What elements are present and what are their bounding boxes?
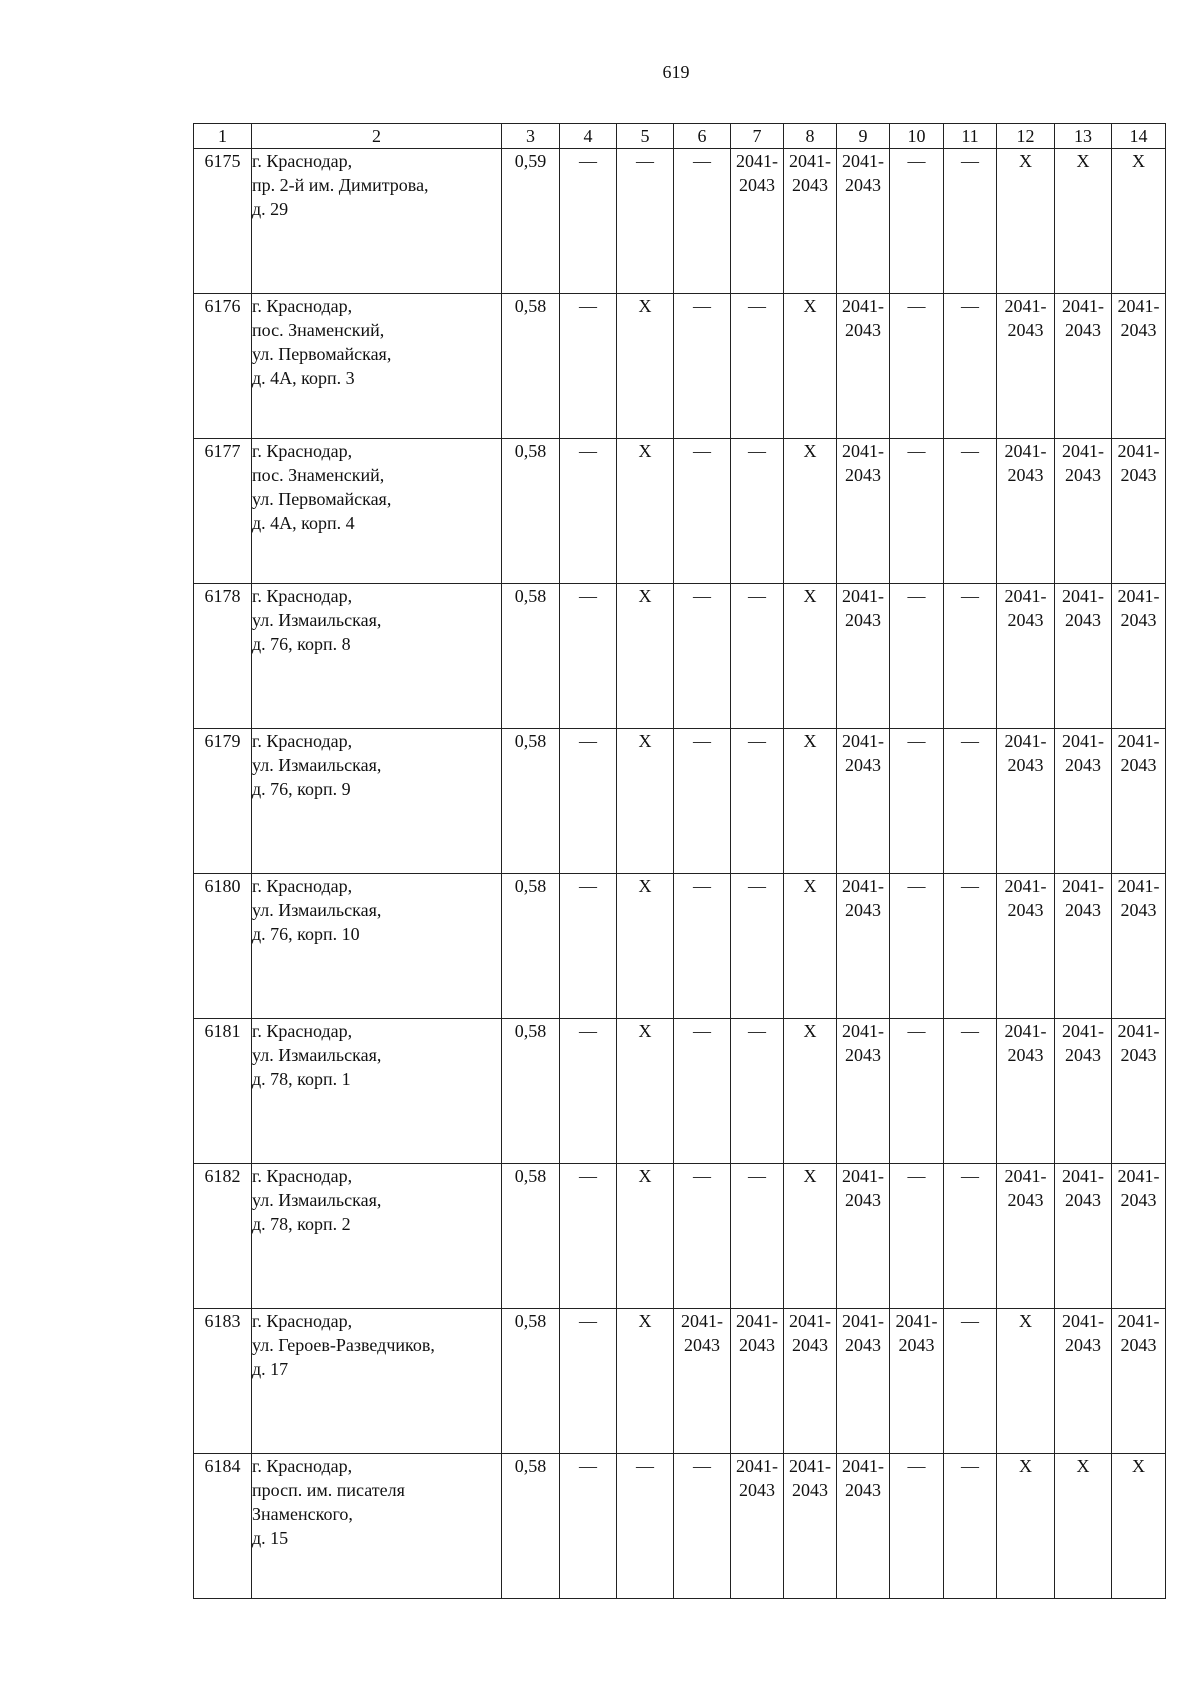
value-cell bbox=[837, 1454, 890, 1599]
value-cell bbox=[1112, 584, 1166, 729]
value-cell: X bbox=[997, 1454, 1055, 1599]
address-line: ул. Измаильская, bbox=[252, 900, 382, 920]
year-range-line: 2041- bbox=[842, 586, 884, 606]
year-range-line: 2043 bbox=[1120, 610, 1157, 630]
value-cell bbox=[837, 1164, 890, 1309]
value-cell: — bbox=[731, 1164, 784, 1309]
address-line: ул. Измаильская, bbox=[252, 1190, 382, 1210]
year-range-line: 2041- bbox=[1117, 876, 1160, 896]
year-range-line: 2041- bbox=[1004, 1166, 1047, 1186]
address-cell bbox=[252, 439, 502, 584]
address-line: г. Краснодар, bbox=[252, 586, 353, 606]
value-cell: — bbox=[617, 149, 674, 294]
year-range-line: 2041- bbox=[1117, 441, 1160, 461]
value-cell bbox=[674, 1309, 731, 1454]
year-range-line: 2043 bbox=[1007, 465, 1044, 485]
year-range-line: 2041- bbox=[1062, 296, 1104, 316]
table-row bbox=[194, 439, 1166, 584]
year-range-line: 2041- bbox=[842, 876, 884, 896]
address-line: г. Краснодар, bbox=[252, 296, 353, 316]
year-range-line: 2043 bbox=[845, 900, 881, 920]
column-header: 12 bbox=[997, 124, 1055, 149]
value-cell: — bbox=[731, 874, 784, 1019]
address-line: д. 29 bbox=[252, 199, 289, 219]
address-line: ул. Первомайская, bbox=[252, 489, 392, 509]
column-header: 4 bbox=[560, 124, 617, 149]
year-range-line: 2041- bbox=[842, 731, 884, 751]
value-cell bbox=[837, 729, 890, 874]
column-header: 14 bbox=[1112, 124, 1166, 149]
year-range-line: 2041- bbox=[789, 1456, 831, 1476]
value-cell: X bbox=[617, 294, 674, 439]
year-range-line: 2041- bbox=[842, 296, 884, 316]
value-cell: — bbox=[890, 439, 944, 584]
year-range-line: 2043 bbox=[1007, 900, 1044, 920]
value-cell: — bbox=[560, 149, 617, 294]
year-range-line: 2041- bbox=[895, 1311, 938, 1331]
value-cell: X bbox=[784, 294, 837, 439]
year-range-line: 2043 bbox=[1065, 465, 1101, 485]
year-range-line: 2041- bbox=[1117, 731, 1160, 751]
value-cell bbox=[837, 294, 890, 439]
value-cell: — bbox=[560, 1164, 617, 1309]
value-cell: — bbox=[731, 729, 784, 874]
value-cell bbox=[1055, 1164, 1112, 1309]
year-range-line: 2043 bbox=[1120, 900, 1157, 920]
address-line: просп. им. писателя bbox=[252, 1480, 405, 1500]
value-cell: X bbox=[784, 1164, 837, 1309]
value-cell: 0,59 bbox=[502, 149, 560, 294]
row-number: 6183 bbox=[194, 1309, 252, 1454]
row-number: 6175 bbox=[194, 149, 252, 294]
address-line: г. Краснодар, bbox=[252, 731, 353, 751]
address-cell bbox=[252, 584, 502, 729]
value-cell bbox=[1055, 729, 1112, 874]
value-cell: — bbox=[674, 439, 731, 584]
address-line: ул. Измаильская, bbox=[252, 610, 382, 630]
address-line: д. 76, корп. 9 bbox=[252, 779, 351, 799]
value-cell: — bbox=[560, 584, 617, 729]
column-header: 9 bbox=[837, 124, 890, 149]
year-range-line: 2041- bbox=[789, 1311, 831, 1331]
year-range-line: 2041- bbox=[1004, 731, 1047, 751]
year-range-line: 2043 bbox=[845, 755, 881, 775]
address-line: д. 4А, корп. 3 bbox=[252, 368, 355, 388]
year-range-line: 2041- bbox=[842, 441, 884, 461]
value-cell bbox=[1055, 1019, 1112, 1164]
year-range-line: 2041- bbox=[1004, 1021, 1047, 1041]
value-cell: — bbox=[944, 1309, 997, 1454]
year-range-line: 2043 bbox=[1065, 1045, 1101, 1065]
column-header: 8 bbox=[784, 124, 837, 149]
value-cell: — bbox=[944, 1454, 997, 1599]
year-range-line: 2041- bbox=[842, 1311, 884, 1331]
value-cell: X bbox=[784, 1019, 837, 1164]
row-number: 6177 bbox=[194, 439, 252, 584]
row-number: 6180 bbox=[194, 874, 252, 1019]
table-row bbox=[194, 874, 1166, 1019]
table-row bbox=[194, 149, 1166, 294]
year-range-line: 2043 bbox=[1120, 320, 1157, 340]
value-cell: 0,58 bbox=[502, 294, 560, 439]
value-cell bbox=[997, 294, 1055, 439]
address-cell bbox=[252, 294, 502, 439]
value-cell: X bbox=[784, 729, 837, 874]
year-range-line: 2041- bbox=[1004, 876, 1047, 896]
value-cell: X bbox=[617, 584, 674, 729]
address-line: пос. Знаменский, bbox=[252, 465, 385, 485]
value-cell: — bbox=[560, 1309, 617, 1454]
year-range-line: 2043 bbox=[845, 1335, 881, 1355]
value-cell bbox=[997, 874, 1055, 1019]
value-cell: — bbox=[944, 1019, 997, 1164]
value-cell bbox=[1112, 294, 1166, 439]
value-cell: — bbox=[944, 584, 997, 729]
address-line: д. 78, корп. 1 bbox=[252, 1069, 351, 1089]
value-cell: — bbox=[731, 584, 784, 729]
column-header: 10 bbox=[890, 124, 944, 149]
value-cell: — bbox=[674, 874, 731, 1019]
value-cell bbox=[1112, 1019, 1166, 1164]
address-cell bbox=[252, 1454, 502, 1599]
column-header: 5 bbox=[617, 124, 674, 149]
year-range-line: 2043 bbox=[845, 1045, 881, 1065]
column-header: 7 bbox=[731, 124, 784, 149]
value-cell: — bbox=[674, 584, 731, 729]
value-cell bbox=[731, 1454, 784, 1599]
address-line: д. 17 bbox=[252, 1359, 289, 1379]
value-cell bbox=[1055, 439, 1112, 584]
year-range-line: 2041- bbox=[1117, 296, 1160, 316]
address-cell bbox=[252, 1019, 502, 1164]
value-cell: — bbox=[731, 439, 784, 584]
page-number: 619 bbox=[662, 62, 690, 82]
year-range-line: 2043 bbox=[1007, 1045, 1044, 1065]
value-cell bbox=[837, 439, 890, 584]
value-cell: 0,58 bbox=[502, 729, 560, 874]
value-cell: — bbox=[944, 874, 997, 1019]
value-cell: — bbox=[674, 1164, 731, 1309]
table-body bbox=[194, 149, 1166, 1599]
year-range-line: 2041- bbox=[1117, 1311, 1160, 1331]
value-cell: X bbox=[784, 584, 837, 729]
column-header: 3 bbox=[502, 124, 560, 149]
year-range-line: 2043 bbox=[1120, 1190, 1157, 1210]
address-line: г. Краснодар, bbox=[252, 1311, 353, 1331]
address-line: д. 15 bbox=[252, 1528, 289, 1548]
year-range-line: 2041- bbox=[842, 1021, 884, 1041]
value-cell: — bbox=[560, 874, 617, 1019]
value-cell bbox=[1112, 439, 1166, 584]
table-row bbox=[194, 294, 1166, 439]
address-cell bbox=[252, 729, 502, 874]
value-cell: X bbox=[1112, 1454, 1166, 1599]
address-line: г. Краснодар, bbox=[252, 876, 353, 896]
row-number: 6181 bbox=[194, 1019, 252, 1164]
value-cell bbox=[1055, 874, 1112, 1019]
address-line: Знаменского, bbox=[252, 1504, 353, 1524]
value-cell: 0,58 bbox=[502, 874, 560, 1019]
year-range-line: 2043 bbox=[792, 1335, 828, 1355]
address-line: г. Краснодар, bbox=[252, 151, 353, 171]
year-range-line: 2043 bbox=[898, 1335, 935, 1355]
table-row bbox=[194, 729, 1166, 874]
value-cell: — bbox=[890, 1019, 944, 1164]
value-cell: X bbox=[784, 874, 837, 1019]
year-range-line: 2043 bbox=[1065, 755, 1101, 775]
row-number: 6184 bbox=[194, 1454, 252, 1599]
year-range-line: 2041- bbox=[842, 151, 884, 171]
year-range-line: 2041- bbox=[1062, 731, 1104, 751]
value-cell bbox=[784, 1454, 837, 1599]
row-number: 6176 bbox=[194, 294, 252, 439]
value-cell bbox=[997, 439, 1055, 584]
year-range-line: 2043 bbox=[1120, 1335, 1157, 1355]
value-cell: — bbox=[674, 729, 731, 874]
address-line: г. Краснодар, bbox=[252, 1166, 353, 1186]
year-range-line: 2043 bbox=[1065, 320, 1101, 340]
value-cell: — bbox=[944, 439, 997, 584]
value-cell: — bbox=[674, 294, 731, 439]
value-cell: — bbox=[890, 1454, 944, 1599]
address-line: д. 76, корп. 8 bbox=[252, 634, 351, 654]
value-cell bbox=[997, 1019, 1055, 1164]
year-range-line: 2043 bbox=[1120, 1045, 1157, 1065]
year-range-line: 2043 bbox=[1007, 320, 1044, 340]
year-range-line: 2043 bbox=[1120, 755, 1157, 775]
year-range-line: 2043 bbox=[845, 465, 881, 485]
value-cell: — bbox=[731, 294, 784, 439]
value-cell: — bbox=[674, 1019, 731, 1164]
value-cell: X bbox=[617, 439, 674, 584]
table-row bbox=[194, 1164, 1166, 1309]
value-cell: 0,58 bbox=[502, 584, 560, 729]
value-cell bbox=[1112, 729, 1166, 874]
value-cell bbox=[837, 874, 890, 1019]
table-row bbox=[194, 1019, 1166, 1164]
year-range-line: 2041- bbox=[1004, 441, 1047, 461]
value-cell bbox=[997, 729, 1055, 874]
value-cell bbox=[1112, 1164, 1166, 1309]
value-cell: 0,58 bbox=[502, 1019, 560, 1164]
value-cell bbox=[1112, 1309, 1166, 1454]
year-range-line: 2041- bbox=[842, 1456, 884, 1476]
year-range-line: 2043 bbox=[1007, 755, 1044, 775]
value-cell: X bbox=[617, 1309, 674, 1454]
year-range-line: 2043 bbox=[739, 175, 775, 195]
value-cell: — bbox=[617, 1454, 674, 1599]
value-cell: — bbox=[944, 294, 997, 439]
address-line: ул. Измаильская, bbox=[252, 1045, 382, 1065]
year-range-line: 2043 bbox=[792, 175, 828, 195]
column-header: 11 bbox=[944, 124, 997, 149]
year-range-line: 2043 bbox=[845, 1190, 881, 1210]
value-cell: 0,58 bbox=[502, 1454, 560, 1599]
address-line: ул. Героев-Разведчиков, bbox=[252, 1335, 435, 1355]
row-number: 6179 bbox=[194, 729, 252, 874]
address-line: пос. Знаменский, bbox=[252, 320, 385, 340]
address-cell bbox=[252, 149, 502, 294]
row-number: 6182 bbox=[194, 1164, 252, 1309]
row-number: 6178 bbox=[194, 584, 252, 729]
address-line: д. 78, корп. 2 bbox=[252, 1214, 351, 1234]
value-cell bbox=[784, 149, 837, 294]
table-row bbox=[194, 1454, 1166, 1599]
value-cell: — bbox=[890, 1164, 944, 1309]
value-cell: — bbox=[890, 584, 944, 729]
value-cell: — bbox=[890, 729, 944, 874]
address-cell bbox=[252, 874, 502, 1019]
column-header: 1 bbox=[194, 124, 252, 149]
year-range-line: 2043 bbox=[1065, 1190, 1101, 1210]
value-cell: — bbox=[944, 149, 997, 294]
value-cell: — bbox=[674, 149, 731, 294]
address-cell bbox=[252, 1309, 502, 1454]
year-range-line: 2041- bbox=[1062, 1311, 1104, 1331]
value-cell: — bbox=[560, 1019, 617, 1164]
table-header bbox=[194, 124, 1166, 149]
address-line: ул. Измаильская, bbox=[252, 755, 382, 775]
value-cell: X bbox=[997, 149, 1055, 294]
year-range-line: 2041- bbox=[1062, 586, 1104, 606]
year-range-line: 2041- bbox=[1062, 1166, 1104, 1186]
value-cell: 0,58 bbox=[502, 439, 560, 584]
year-range-line: 2043 bbox=[1065, 610, 1101, 630]
year-range-line: 2043 bbox=[1007, 1190, 1044, 1210]
value-cell bbox=[1055, 584, 1112, 729]
value-cell: X bbox=[1055, 149, 1112, 294]
column-header: 2 bbox=[252, 124, 502, 149]
value-cell bbox=[837, 149, 890, 294]
year-range-line: 2043 bbox=[792, 1480, 828, 1500]
table-row bbox=[194, 584, 1166, 729]
value-cell: — bbox=[674, 1454, 731, 1599]
year-range-line: 2041- bbox=[1117, 1166, 1160, 1186]
year-range-line: 2043 bbox=[1065, 1335, 1101, 1355]
value-cell bbox=[784, 1309, 837, 1454]
value-cell bbox=[731, 1309, 784, 1454]
value-cell: X bbox=[1055, 1454, 1112, 1599]
data-table bbox=[193, 123, 1166, 1599]
table-row bbox=[194, 1309, 1166, 1454]
year-range-line: 2041- bbox=[1117, 586, 1160, 606]
value-cell: — bbox=[560, 729, 617, 874]
value-cell: X bbox=[617, 1019, 674, 1164]
value-cell bbox=[1112, 874, 1166, 1019]
value-cell: — bbox=[731, 1019, 784, 1164]
year-range-line: 2043 bbox=[684, 1335, 720, 1355]
value-cell: — bbox=[890, 149, 944, 294]
year-range-line: 2043 bbox=[1007, 610, 1044, 630]
value-cell bbox=[837, 1309, 890, 1454]
year-range-line: 2043 bbox=[845, 320, 881, 340]
year-range-line: 2041- bbox=[681, 1311, 723, 1331]
value-cell bbox=[731, 149, 784, 294]
year-range-line: 2043 bbox=[1065, 900, 1101, 920]
value-cell: 0,58 bbox=[502, 1309, 560, 1454]
value-cell: X bbox=[617, 729, 674, 874]
value-cell: — bbox=[944, 729, 997, 874]
address-line: г. Краснодар, bbox=[252, 1021, 353, 1041]
address-line: пр. 2-й им. Димитрова, bbox=[252, 175, 429, 195]
year-range-line: 2041- bbox=[736, 1311, 778, 1331]
year-range-line: 2043 bbox=[845, 175, 881, 195]
year-range-line: 2041- bbox=[789, 151, 831, 171]
value-cell bbox=[997, 1164, 1055, 1309]
year-range-line: 2041- bbox=[1062, 1021, 1104, 1041]
year-range-line: 2041- bbox=[1062, 441, 1104, 461]
value-cell: — bbox=[560, 439, 617, 584]
value-cell bbox=[837, 584, 890, 729]
address-cell bbox=[252, 1164, 502, 1309]
year-range-line: 2041- bbox=[842, 1166, 884, 1186]
year-range-line: 2041- bbox=[1004, 586, 1047, 606]
value-cell: — bbox=[560, 294, 617, 439]
year-range-line: 2041- bbox=[1117, 1021, 1160, 1041]
value-cell: — bbox=[890, 294, 944, 439]
value-cell: X bbox=[617, 1164, 674, 1309]
year-range-line: 2043 bbox=[739, 1480, 775, 1500]
year-range-line: 2043 bbox=[845, 1480, 881, 1500]
address-line: г. Краснодар, bbox=[252, 441, 353, 461]
value-cell: X bbox=[784, 439, 837, 584]
year-range-line: 2041- bbox=[1062, 876, 1104, 896]
header-row bbox=[194, 124, 1166, 149]
value-cell bbox=[837, 1019, 890, 1164]
value-cell: X bbox=[997, 1309, 1055, 1454]
year-range-line: 2041- bbox=[736, 151, 778, 171]
value-cell: X bbox=[617, 874, 674, 1019]
value-cell: — bbox=[890, 874, 944, 1019]
value-cell: — bbox=[944, 1164, 997, 1309]
column-header: 13 bbox=[1055, 124, 1112, 149]
year-range-line: 2043 bbox=[739, 1335, 775, 1355]
address-line: д. 4А, корп. 4 bbox=[252, 513, 355, 533]
value-cell bbox=[997, 584, 1055, 729]
address-line: д. 76, корп. 10 bbox=[252, 924, 360, 944]
year-range-line: 2043 bbox=[1120, 465, 1157, 485]
value-cell: — bbox=[560, 1454, 617, 1599]
year-range-line: 2043 bbox=[845, 610, 881, 630]
column-header: 6 bbox=[674, 124, 731, 149]
address-line: ул. Первомайская, bbox=[252, 344, 392, 364]
value-cell: X bbox=[1112, 149, 1166, 294]
value-cell bbox=[1055, 1309, 1112, 1454]
value-cell bbox=[890, 1309, 944, 1454]
value-cell bbox=[1055, 294, 1112, 439]
value-cell: 0,58 bbox=[502, 1164, 560, 1309]
year-range-line: 2041- bbox=[1004, 296, 1047, 316]
year-range-line: 2041- bbox=[736, 1456, 778, 1476]
address-line: г. Краснодар, bbox=[252, 1456, 353, 1476]
